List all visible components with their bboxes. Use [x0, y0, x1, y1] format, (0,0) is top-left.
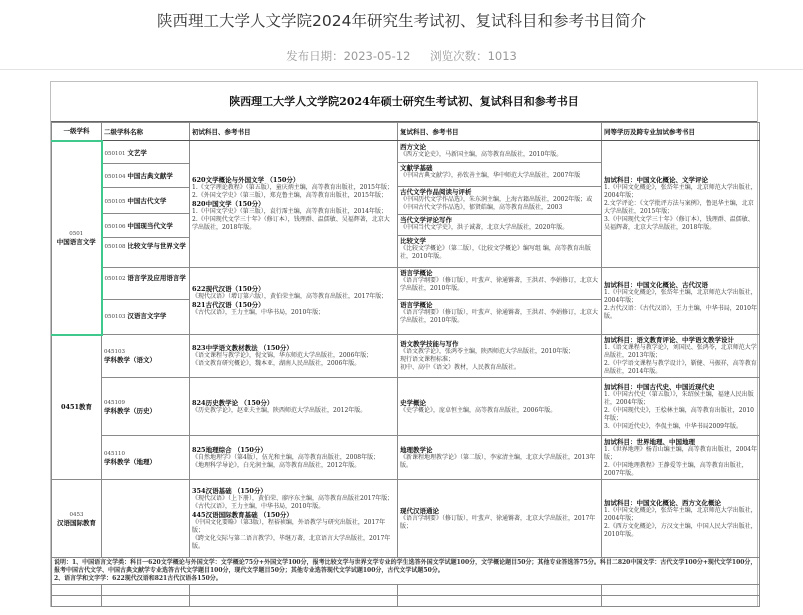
sub-discipline-cell: 045109 学科教学（历史） [102, 378, 190, 436]
note-line-2: 2、语言学和文字学：622现代汉语和821古代汉语各150分。 [54, 575, 222, 582]
sub-discipline-cell: 045110 学科教学（地理） [102, 436, 190, 480]
extra-exam-cell: 加试科目：中国文化概论、古代汉语 1.《中国文化概论》，张岱年主编，北京师范大学出版社，2004年版； 2.古代汉语：《古代汉语》，王力主编，中华书局，2010年版。 [602, 268, 760, 335]
table-row [52, 268, 760, 335]
table-row [52, 335, 760, 378]
first-discipline-0451 [52, 335, 102, 480]
retest-item: 西方文论 《西方文论史》，马新国主编，高等教育出版社，2010年版。 [398, 142, 601, 163]
retest-item: 文献学基础 《中国古典文献学》，孙钦善主编，华中师范大学出版社，2007年版 [398, 163, 601, 187]
first-discipline-0501 [52, 141, 102, 335]
article-title: 陕西理工大学人文学院2024年研究生考试初、复试科目和参考书目简介 [157, 12, 646, 30]
retest-cell: 现代汉语通论 《语言学纲要》（修订版），叶蜚声、徐通锵著，北京大学出版社，2017年版； [398, 480, 602, 558]
header-row [52, 123, 760, 141]
extra-exam-cell: 加试科目：中国文化概论、西方文化概论 1.《中国文化概论》，张岱年主编，北京师范大学出版社，2004年版； 2.《西方文化概论》，方汉文主编，中国人民大学出版社，2010年版。 [602, 480, 760, 558]
sub-discipline-cell-empty [102, 480, 190, 558]
retest-item: 语言学概论 《语言学纲要》（修订版），叶蜚声、徐通锵著，王洪君、李娟修订，北京大学出版社，2010年版。 [398, 268, 601, 300]
table-row [52, 480, 760, 558]
initial-exam-cell: 824历史教学论 （150分） 《历史教学论》，赵亚夫主编，陕西师范大学出版社，2012年版。 [190, 378, 398, 436]
extra-exam-cell: 加试科目：中国文化概论、文学评论 1.《中国文化概论》，张岱年主编，北京师范大学出版社，2004年版； 2.文学评论：《文学批评方法与案例》，鲁迅华主编，北京大学出版社，2015年版； 3.《中国现代文学三十年》（修订本），钱理群、温儒敏、吴福辉著，北京大学出版社，2018年版。 [602, 141, 760, 268]
note-row [52, 558, 760, 585]
retest-item: 古代文学作品阅读与评析 《中国历代文学作品选》，朱东润主编，上海古籍出版社，2002年版；或《中国古代文学作品选》，郁贤皓编，高等教育出版社，2003 [398, 187, 601, 215]
first-discipline-0453: 0453 汉语国际教育 [52, 480, 102, 558]
sub-item: 050101 文艺学 [103, 142, 190, 164]
divider [0, 69, 803, 70]
initial-exam-cell: 823中学语文教材教法 （150分） 《语文课程与教学论》，倪文锦，华东师范大学出版社，2006年版； 《语文教育研究概论》，魏本亚，湖南人民出版社，2006年版。 [190, 335, 398, 378]
empty-row [52, 596, 760, 607]
retest-cell [398, 141, 602, 268]
header-first-discipline: 一级学科 [52, 123, 102, 141]
retest-cell: 语文教学技能与写作 《语文教学论》，张鸿苓主编，陕西师范大学出版社，2010年版； 现行语文课程标准； 初中、高中《语文》教材，人民教育出版社。 [398, 335, 602, 378]
sub-discipline-list [102, 141, 190, 268]
extra-exam-cell: 加试科目：中国古代史、中国近现代史 1.《中国古代史（第五版）》，朱绍侯主编，福建人民出版社，2004年版； 2.《中国现代史》，王桧林主编，高等教育出版社，2010年版； 3.《中国近代史》，李侃主编，中华书局2009年版。 [602, 378, 760, 436]
retest-item: 语言学概论 《语言学纲要》（修订版），叶蜚声、徐通锵著，王洪君、李娟修订，北京大学出版社，2010年版。 [400, 301, 599, 324]
header-extra: 同等学历及跨专业加试参考书目 [602, 123, 760, 141]
table-row [52, 436, 760, 480]
article-meta [0, 48, 803, 64]
sub-discipline-list [102, 268, 190, 335]
extra-exam-cell: 加试科目：语文教育评论、中学语文教学设计 1.《语文课程与教学论》，刘国民、张鸿苓，北京师范大学出版社，2013年版； 2.《中学语文课程与教学设计》，靳健、马振祥，高等教育出版社，2014年版。 [602, 335, 760, 378]
view-count: 浏览次数：1013 [430, 49, 517, 63]
extra-exam-cell: 加试科目：世界地理、中国地理 1.《世界地理》杨青山编主编，高等教育出版社，2004年版； 2.《中国地理教程》王静爱等主编，高等教育出版社，2007年版。 [602, 436, 760, 480]
sub-item: 050105 中国古代文学 [103, 188, 190, 214]
header-second-discipline: 二级学科名称 [102, 123, 190, 141]
retest-cell [398, 268, 602, 335]
sub-item: 050104 中国古典文献学 [103, 164, 190, 188]
sheet-title: 陕西理工大学人文学院2024年硕士研究生考试初、复试科目和参考书目 [51, 82, 757, 122]
retest-item: 当代文学评论写作 《中国当代文学史》，洪子诚著，北京大学出版社，2020年版。 [398, 215, 601, 236]
initial-exam-cell: 825地理综合 （150分） 《自然地理学》（第4版），伍光和主编，高等教育出版社，2008年版； 《地理科学导论》，白光润主编，高等教育出版社，2012年版。 [190, 436, 398, 480]
note-line-1: 说明：1、中国语言文学类：科目一620文学概论与外国文学：文学概论75分+外国文学100分，报考比较文学与世界文学专业的学生选答外国文学试题100分，文学概论题目50分；其他专业答选答75分。科目二820中国文学：古代文学100分+现代文学100分，报考中国古代文学、中国古典文献学专业选答古代文学题目100分，现代文学题目50分；其他专业选答现代文学试题100分，古代文学试题50分。 [54, 559, 757, 574]
note-cell [52, 558, 760, 585]
sub-item: 050106 中国现当代文学 [103, 214, 190, 238]
publish-date: 发布日期：2023-05-12 [286, 49, 411, 63]
sub-item: 050102 语言学及应用语言学 [103, 268, 190, 300]
sub-discipline-cell: 045103 学科教学（语文） [102, 335, 190, 378]
discipline-name: 0451教育 [60, 402, 93, 411]
sub-item: 050108 比较文学与世界文学 [104, 241, 186, 250]
sub-item: 050103 汉语言文字学 [104, 312, 167, 320]
initial-exam-cell: 620文学概论与外国文学 （150分） 1.《文学理论教程》（第五版），童庆炳主编，高等教育出版社，2015年版； 2.《外国文学史》（第三版），郑克鲁主编，高等教育出版社，2015年版； 820中国文学（150分） 1.《中国文学史》（第三版），袁行霈主编，高等教育出版社，2014年版； 2.《中国现代文学三十年》（修订本），钱理群、温儒敏、吴福辉著，北京大学出版社，2018年版。 [190, 141, 398, 268]
initial-exam-cell: 622现代汉语（150分） 《现代汉语》（增订第六版），黄伯荣主编，高等教育出版社，2017年版； 821古代汉语（150分） 《古代汉语》，王力主编，中华书局，2010年版； [190, 268, 398, 335]
retest-cell: 地理教学论 《新课程地理教学论》（第二版），李家清主编，北京大学出版社，2013年版。 [398, 436, 602, 480]
table-row [52, 378, 760, 436]
header-initial-exam: 初试科目、参考书目 [190, 123, 398, 141]
discipline-code: 0501 [69, 230, 84, 237]
retest-item: 比较文学 《比较文学概论》（第二版），《比较文学概论》编写组 编，高等教育出版社，2010年版。 [400, 236, 591, 260]
header-retest: 复试科目、参考书目 [398, 123, 602, 141]
table-row [52, 141, 760, 268]
retest-cell: 史学概论 《史学概论》，庞卓恒主编，高等教育出版社，2006年版。 [398, 378, 602, 436]
exam-table-image [50, 81, 758, 607]
discipline-name: 中国语言文学 [56, 237, 96, 246]
exam-table [51, 122, 760, 607]
initial-exam-cell: 354汉语基础 （150分） 《现代汉语》（上下册），黄伯荣、廖序东主编，高等教育出版社2017年版； 《古代汉语》，王力主编，中华书局，2010年版。 445汉语国际教育基础 （150分） 《中国文化要略》（第3版），程裕祯编，外语教学与研究出版社，2017年版； 《跨文化交际与第二语言教学》，毕继万著，北京语言大学出版社，2017年版。 [190, 480, 398, 558]
empty-row [52, 585, 760, 596]
